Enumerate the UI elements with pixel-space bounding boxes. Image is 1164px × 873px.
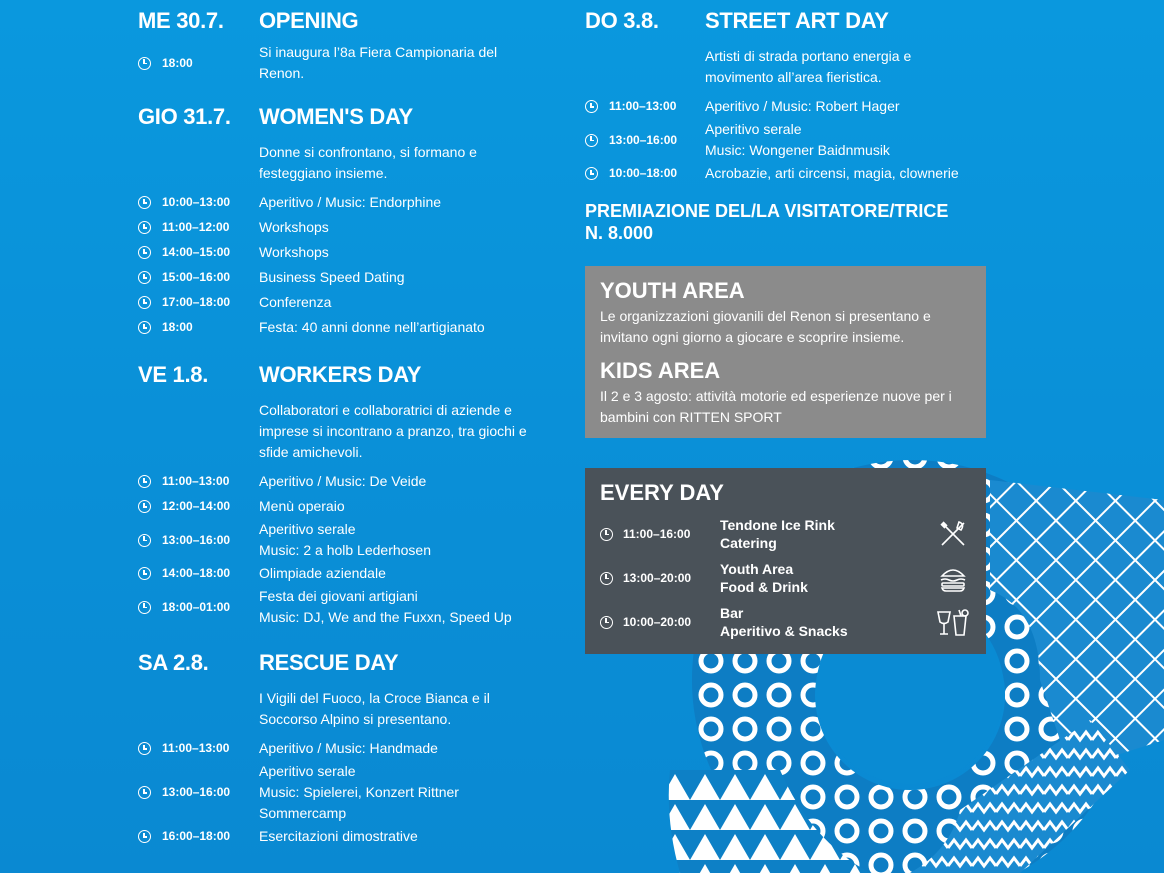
event-line: Aperitivo / Music: Robert Hager (705, 98, 900, 114)
clock-icon (600, 572, 613, 585)
schedule-row (138, 824, 558, 849)
clock-cell (138, 742, 162, 755)
day-header (138, 354, 558, 396)
event-time: 11:00–16:00 (623, 527, 691, 541)
schedule-row (138, 494, 558, 519)
schedule-row (138, 469, 558, 494)
event-line: Festa dei giovani artigiani (259, 588, 418, 604)
clock-cell (600, 528, 623, 541)
youth-area-title: YOUTH AREA (600, 278, 745, 303)
event-line: Acrobazie, arti circensi, magia, clownerie (705, 165, 959, 181)
event-text (705, 96, 987, 117)
day-description-line: imprese si incontrano a pranzo, tra giochi e (259, 423, 527, 439)
drinks-icon (935, 604, 971, 640)
schedule-row (138, 561, 558, 586)
event-text (259, 826, 558, 847)
every-day-box (585, 468, 986, 654)
day-date: ME 30.7. (138, 8, 224, 33)
event-line: Music: Wongener Baidnmusik (705, 142, 890, 158)
event-line: Workshops (259, 219, 329, 235)
clock-icon (138, 742, 151, 755)
event-time: 14:00–15:00 (162, 245, 231, 259)
schedule-row (138, 240, 558, 265)
clock-cell (585, 134, 609, 147)
kids-area-title: KIDS AREA (600, 358, 721, 383)
event-time: 18:00 (162, 320, 193, 334)
day-description-line: Donne si confrontano, si formano e (259, 144, 477, 160)
event-text (259, 42, 558, 84)
event-line: Music: Spielerei, Konzert Rittner (259, 784, 459, 800)
event-time: 12:00–14:00 (162, 499, 231, 513)
event-text (705, 163, 987, 184)
clock-cell (138, 246, 162, 259)
event-line: Aperitivo & Snacks (720, 623, 848, 639)
day-header (138, 96, 558, 138)
clock-cell (585, 100, 609, 113)
event-text (259, 471, 558, 492)
schedule-row (585, 161, 987, 186)
clock-icon (138, 534, 151, 547)
schedule-row (138, 736, 558, 761)
day-description-line: festeggiano insieme. (259, 165, 388, 181)
prize-line: PREMIAZIONE DEL/LA VISITATORE/TRICE (585, 201, 949, 221)
event-text (259, 267, 558, 288)
event-text (259, 738, 558, 759)
clock-icon (138, 475, 151, 488)
burger-icon (935, 560, 971, 596)
clock-icon (138, 271, 151, 284)
day-description-line: sfide amichevoli. (259, 444, 363, 460)
event-time: 18:00–01:00 (162, 599, 231, 614)
event-line: Conferenza (259, 294, 332, 310)
event-line: Renon. (259, 65, 305, 81)
event-line: Esercitazioni dimostrative (259, 828, 418, 844)
day-date: DO 3.8. (585, 8, 659, 33)
day-header (138, 0, 558, 42)
event-line: Aperitivo serale (259, 521, 356, 537)
clock-cell (600, 616, 623, 629)
event-time: 11:00–13:00 (162, 741, 230, 755)
clock-cell (138, 786, 162, 799)
clock-icon (138, 196, 151, 209)
schedule-row (138, 190, 558, 215)
clock-icon (585, 167, 598, 180)
youth-area-text: Le organizzazioni giovanili del Renon si presentano e invitano ogni giorno a giocare e scoprire insieme. (600, 308, 931, 345)
kids-area-text: Il 2 e 3 agosto: attività motorie ed esperienze nuove per i bambini con RITTEN SPORT (600, 388, 952, 425)
event-time: 10:00–13:00 (162, 195, 231, 209)
clock-cell (138, 196, 162, 209)
event-line: Festa: 40 anni donne nell’artigianato (259, 319, 485, 335)
day-description-line: Collaboratori e collaboratrici di aziende e (259, 402, 512, 418)
schedule-row (585, 119, 987, 161)
clock-cell (138, 534, 162, 547)
event-text (259, 519, 558, 561)
clock-cell (138, 321, 162, 334)
day-title: WOMEN'S DAY (259, 104, 413, 129)
clock-icon (138, 296, 151, 309)
event-text (259, 292, 558, 313)
day-description-line: Artisti di strada portano energia e (705, 48, 912, 64)
schedule-row (138, 42, 558, 84)
event-text (259, 317, 558, 338)
clock-cell (138, 57, 162, 70)
clock-icon (600, 616, 613, 629)
clock-icon (138, 246, 151, 259)
event-text (705, 119, 987, 161)
event-line: Bar (720, 605, 744, 621)
clock-icon (138, 500, 151, 513)
event-line: Tendone Ice Rink (720, 517, 835, 533)
event-line: Menù operaio (259, 498, 345, 514)
clock-icon (600, 528, 613, 541)
clock-icon (138, 786, 151, 799)
clock-icon (138, 601, 151, 614)
clock-cell (138, 271, 162, 284)
event-time: 11:00–13:00 (162, 474, 230, 488)
event-text (259, 761, 558, 824)
day-block (138, 0, 558, 84)
day-description (705, 46, 987, 88)
schedule-row (138, 586, 558, 628)
day-description (259, 142, 558, 184)
every-day-row (600, 556, 971, 600)
schedule-right-column (585, 0, 987, 244)
prize-line: N. 8.000 (585, 223, 654, 243)
schedule-row (138, 265, 558, 290)
schedule-left-column (138, 0, 558, 863)
event-time: 14:00–18:00 (162, 566, 231, 580)
event-time: 13:00–16:00 (162, 785, 231, 799)
clock-cell (138, 475, 162, 488)
clock-cell (138, 601, 162, 614)
event-line: Aperitivo serale (259, 763, 356, 779)
every-day-row (600, 512, 971, 556)
event-time: 11:00–12:00 (162, 220, 230, 234)
event-line: Sommercamp (259, 805, 347, 821)
event-time: 13:00–16:00 (609, 132, 678, 147)
every-day-title: EVERY DAY (600, 480, 724, 505)
event-text (259, 217, 558, 238)
day-date: VE 1.8. (138, 362, 209, 387)
day-title: WORKERS DAY (259, 362, 422, 387)
event-time: 13:00–16:00 (162, 532, 231, 547)
event-time: 10:00–18:00 (609, 166, 678, 180)
day-date: SA 2.8. (138, 650, 209, 675)
day-description (259, 400, 558, 463)
event-line: Olimpiade aziendale (259, 565, 386, 581)
clock-cell (138, 567, 162, 580)
clock-cell (138, 221, 162, 234)
event-text (259, 496, 558, 517)
event-line: Music: DJ, We and the Fuxxn, Speed Up (259, 609, 512, 625)
clock-icon (585, 134, 598, 147)
day-description-line: movimento all’area fieristica. (705, 69, 882, 85)
cutlery-icon (935, 516, 971, 552)
schedule-row (138, 315, 558, 340)
day-block (138, 642, 558, 849)
event-text (259, 192, 558, 213)
clock-icon (138, 321, 151, 334)
day-title: STREET ART DAY (705, 8, 889, 33)
clock-icon (138, 830, 151, 843)
clock-cell (138, 500, 162, 513)
event-time: 16:00–18:00 (162, 829, 231, 843)
day-block-street-art (585, 0, 987, 186)
day-block (138, 354, 558, 628)
day-date: GIO 31.7. (138, 104, 231, 129)
day-header (138, 642, 558, 684)
event-label (720, 516, 935, 552)
every-day-row (600, 600, 971, 644)
event-label (720, 560, 935, 596)
schedule-row (138, 290, 558, 315)
clock-icon (138, 57, 151, 70)
event-line: Aperitivo / Music: De Veide (259, 473, 427, 489)
day-description (259, 688, 558, 730)
event-line: Music: 2 a holb Lederhosen (259, 542, 431, 558)
event-line: Workshops (259, 244, 329, 260)
schedule-row (138, 761, 558, 824)
event-time: 13:00–20:00 (623, 571, 692, 585)
event-line: Aperitivo / Music: Endorphine (259, 194, 442, 210)
event-line: Si inaugura l’8a Fiera Campionaria del (259, 44, 498, 60)
event-text (259, 563, 558, 584)
event-line: Aperitivo / Music: Handmade (259, 740, 438, 756)
day-title: OPENING (259, 8, 359, 33)
event-line: Catering (720, 535, 777, 551)
clock-cell (138, 296, 162, 309)
day-block (138, 96, 558, 340)
event-time: 10:00–20:00 (623, 615, 692, 629)
event-line: Aperitivo serale (705, 121, 802, 137)
event-time: 11:00–13:00 (609, 99, 677, 113)
schedule-row (138, 215, 558, 240)
clock-icon (138, 221, 151, 234)
day-description-line: Soccorso Alpino si presentano. (259, 711, 452, 727)
clock-cell (138, 830, 162, 843)
event-text (259, 586, 558, 628)
youth-kids-box (585, 266, 986, 438)
event-time: 15:00–16:00 (162, 270, 231, 284)
event-text (259, 242, 558, 263)
event-line: Food & Drink (720, 579, 808, 595)
clock-cell (585, 167, 609, 180)
event-time: 18:00 (162, 55, 193, 70)
event-line: Business Speed Dating (259, 269, 405, 285)
event-line: Youth Area (720, 561, 794, 577)
day-title: RESCUE DAY (259, 650, 399, 675)
clock-icon (138, 567, 151, 580)
day-description-line: I Vigili del Fuoco, la Croce Bianca e il (259, 690, 490, 706)
schedule-row (585, 94, 987, 119)
schedule-row (138, 519, 558, 561)
event-label (720, 604, 935, 640)
event-time: 17:00–18:00 (162, 295, 231, 309)
clock-icon (585, 100, 598, 113)
clock-cell (600, 572, 623, 585)
prize-announcement (585, 200, 987, 244)
